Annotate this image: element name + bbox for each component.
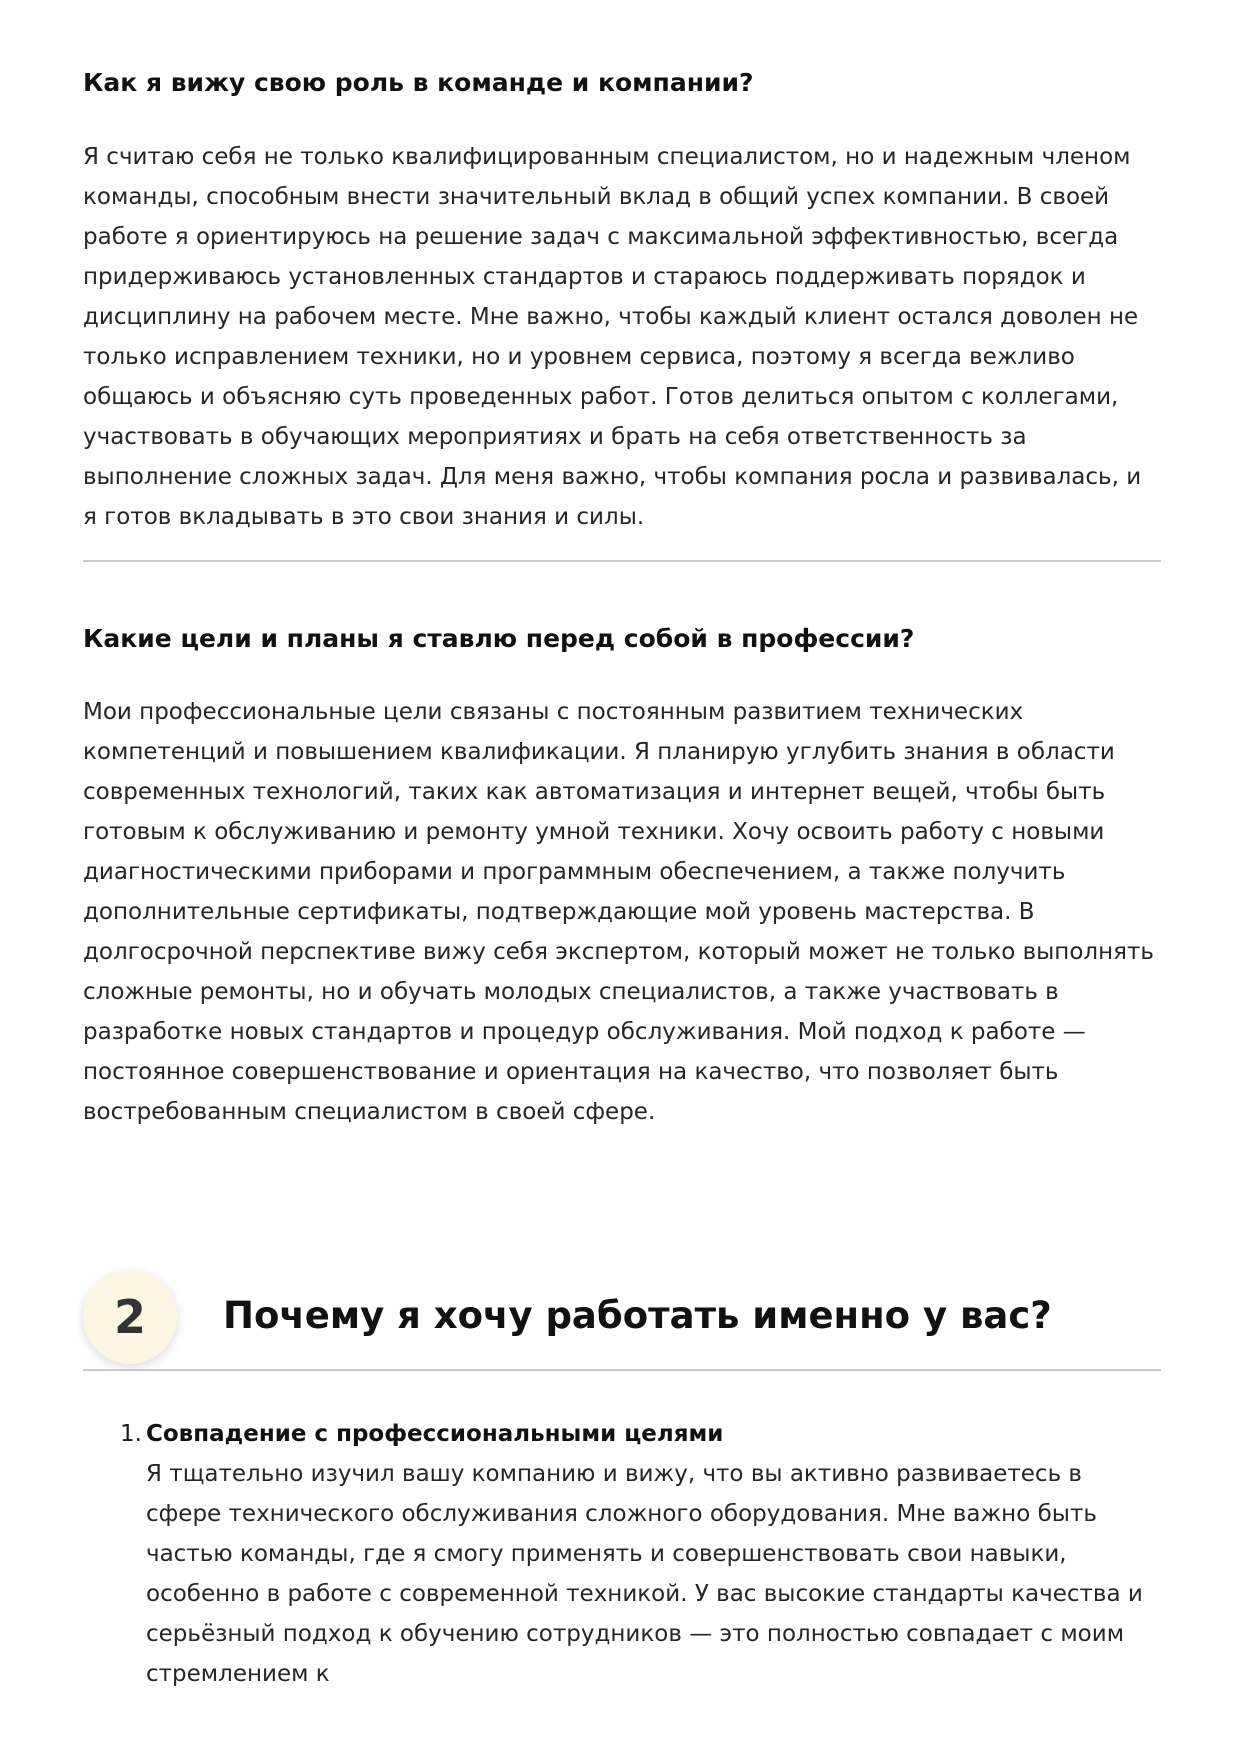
section-body-role: Я считаю себя не только квалифицированным специалистом, но и надежным членом команды, способным внести значительный вклад в общий успех компании. В своей работе я ориентируюсь на решение задач с максимальной эффективностью, всегда придерживаюсь установленных стандартов и стараюсь поддерживать порядок и дисциплину на рабочем месте. Мне важно, чтобы каждый клиент остался доволен не только исправлением техники, но и уровнем сервиса, поэтому я всегда вежливо общаюсь и объясняю суть проведенных работ. Готов делиться опытом с коллегами, участвовать в обучающих мероприятиях и брать на себя ответственность за выполнение сложных задач. Для меня важно, чтобы компания росла и развивалась, и я готов вкладывать в это свои знания и силы.: [83, 144, 1142, 530]
section-heading-role: Как я вижу свою роль в команде и компании?: [83, 68, 754, 97]
list-item-text: Я тщательно изучил вашу компанию и вижу, что вы активно развиваетесь в сфере технического обслуживания сложного оборудования. Мне важно быть частью команды, где я смогу применять и совершенствовать свои навыки, особенно в работе с современной техникой. У вас высокие стандарты качества и серьёзный подход к обучению сотрудников — это полностью совпадает с моим стремлением к: [146, 1461, 1143, 1687]
list-item-title: Совпадение с профессиональными целями: [146, 1421, 724, 1447]
divider: [83, 560, 1161, 562]
section-body-goals: Мои профессиональные цели связаны с постоянным развитием технических компетенций и повышением квалификации. Я планирую углубить знания в области современных технологий, таких как автоматизация и интернет вещей, чтобы быть готовым к обслуживанию и ремонту умной техники. Хочу освоить работу с новыми диагностическими приборами и программным обеспечением, а также получить дополнительные сертификаты, подтверждающие мой уровень мастерства. В долгосрочной перспективе вижу себя экспертом, который может не только выполнять сложные ремонты, но и обучать молодых специалистов, а также участвовать в разработке новых стандартов и процедур обслуживания. Мой подход к работе — постоянное совершенствование и ориентация на качество, что позволяет быть востребованным специалистом в своей сфере.: [83, 699, 1154, 1125]
list-item: [83, 1414, 1161, 1694]
section-2-divider: [83, 1369, 1161, 1371]
section-2-title: Почему я хочу работать именно у вас?: [223, 1294, 1052, 1337]
section-heading-goals: Какие цели и планы я ставлю перед собой в профессии?: [83, 624, 915, 653]
section-number-badge: 2: [83, 1270, 177, 1364]
section-2-header: [83, 1268, 1161, 1368]
list-item-number: 1.: [120, 1421, 142, 1447]
reasons-list: [83, 1414, 1161, 1694]
